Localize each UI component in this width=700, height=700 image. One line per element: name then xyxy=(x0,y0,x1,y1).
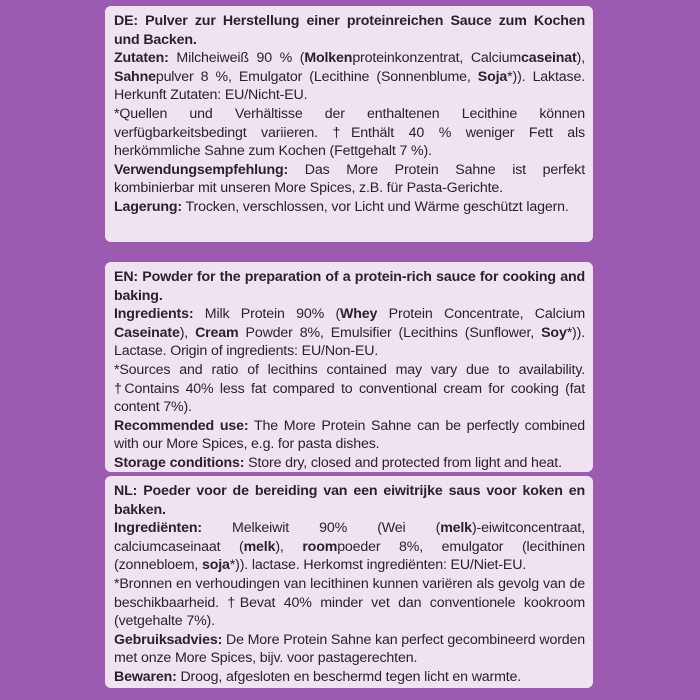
panel-nl xyxy=(105,476,593,688)
usage-en: Recommended use: The More Protein Sahne can be perfectly combined with our More Spices, e.g. for pasta dishes. xyxy=(114,417,586,453)
footnote-nl: *Bronnen en verhoudingen van lecithinen kunnen variëren als gevolg van de beschikbaarheid. †Bevat 40% minder vet dan conventionele kookroom (vetgehalte 7%). xyxy=(114,575,585,630)
usage-de: Verwendungsempfehlung: Das More Protein Sahne ist perfekt kombinierbar mit unseren More Spices, z.B. für Pasta-Gerichte. xyxy=(114,161,585,197)
panel-de xyxy=(105,6,593,242)
heading-en: EN: Powder for the preparation of a protein-rich sauce for cooking and baking. xyxy=(114,269,585,304)
footnote-en: *Sources and ratio of lecithins contained may vary due to availability. †Contains 40% less fat compared to conventional cream for cooking (fat content 7%). xyxy=(114,361,585,416)
storage-de: Lagerung: Trocken, verschlossen, vor Licht und Wärme geschützt lagern. xyxy=(114,198,569,215)
storage-nl: Bewaren: Droog, afgesloten en beschermd tegen licht en warmte. xyxy=(114,668,522,685)
usage-nl: Gebruiksadvies: De More Protein Sahne kan perfect gecombineerd worden met onze More Spices, bijv. voor pastagerechten. xyxy=(114,631,585,667)
storage-en: Storage conditions: Store dry, closed and protected from light and heat. xyxy=(114,454,562,471)
heading-nl: NL: Poeder voor de bereiding van een eiwitrijke saus voor koken en bakken. xyxy=(114,483,585,518)
heading-de: DE: Pulver zur Herstellung einer proteinreichen Sauce zum Kochen und Backen. xyxy=(114,13,585,48)
footnote-de: *Quellen und Verhältisse der enthaltenen Lecithine können verfügbarkeitsbedingt variieren. †Enthält 40 % weniger Fett als herkömmliche Sahne zum Kochen (Fettgehalt 7 %). xyxy=(114,105,585,160)
ingredients-nl: Ingrediënten: Melkeiwit 90% (Wei (melk)-eiwitconcentraat, calciumcaseinaat (melk), roompoeder 8%, emulgator (lecithinen (zonnebloem, soja*)). lactase. Herkomst ingrediënten: EU/Niet-EU. xyxy=(114,520,585,574)
ingredients-en: Ingredients: Milk Protein 90% (Whey Protein Concentrate, Calcium Caseinate), Cream Powder 8%, Emulsifier (Lecithins (Sunflower, Soy*)). Lactase. Origin of ingredients: EU/Non-EU. xyxy=(114,306,585,360)
ingredients-de: Zutaten: Milcheiweiß 90 % (Molkenproteinkonzentrat, Calciumcaseinat), Sahnepulver 8 %, Emulgator (Lecithine (Sonnenblume, Soja*)). Laktase. Herkunft Zutaten: EU/Nicht-EU. xyxy=(114,50,586,104)
panel-en xyxy=(105,262,593,472)
